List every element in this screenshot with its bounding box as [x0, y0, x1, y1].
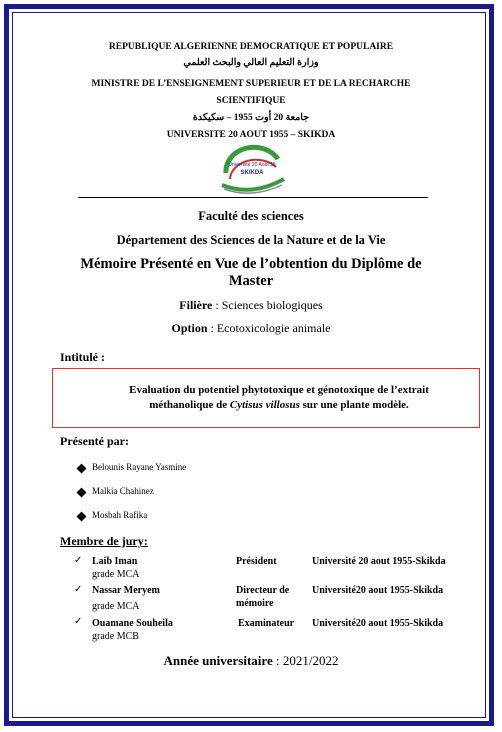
thesis-title — [53, 369, 479, 413]
thesis-title-line2-pre: méthanolique de — [149, 399, 230, 411]
university-arabic: جامعة 20 أوت 1955 – سكيكدة — [192, 113, 310, 123]
university-logo — [214, 139, 290, 196]
jury-3-grade: grade MCB — [92, 631, 139, 642]
author-2: Malkia Chahinez — [92, 486, 154, 496]
jury-1-grade: grade MCA — [92, 569, 140, 580]
department: Département des Sciences de la Nature et de la Vie — [116, 233, 386, 247]
filiere — [0, 298, 502, 313]
option-value: : Ecotoxicologie animale — [207, 321, 331, 335]
jury-2-university: Université20 aout 1955-Skikda — [312, 585, 444, 596]
check-icon: ✓ — [74, 555, 83, 566]
jury-3-role: Examinateur — [238, 618, 295, 629]
author-1: Belounis Rayane Yasmine — [92, 462, 187, 472]
republic-heading: REPUBLIQUE ALGERIENNE DEMOCRATIQUE ET POPULAIRE — [108, 42, 394, 52]
thesis-title-box — [52, 368, 480, 428]
option — [0, 321, 502, 336]
jury-label: Membre de jury: — [60, 534, 148, 548]
check-icon: ✓ — [74, 584, 83, 595]
jury-2-role-line1: Directeur de — [236, 585, 290, 596]
academic-year-value: : 2021/2022 — [272, 653, 339, 668]
jury-3-university: Université20 aout 1955-Skikda — [312, 618, 444, 629]
memoire-title-line1: Mémoire Présenté en Vue de l’obtention du Diplôme de — [80, 256, 422, 272]
jury-2-grade: grade MCA — [92, 601, 140, 612]
author-3: Mosbah Rafika — [92, 510, 148, 520]
ministry-arabic: وزارة التعليم العالي والبحث العلمي — [183, 58, 319, 68]
thesis-title-line1: Evaluation du potentiel phytotoxique et génotoxique de l’extrait — [129, 384, 429, 396]
academic-year — [0, 653, 502, 669]
jury-1-university: Université 20 aout 1955-Skikda — [312, 556, 446, 567]
faculty: Faculté des sciences — [198, 209, 304, 223]
ministry-line1: MINISTRE DE L’ENSEIGNEMENT SUPERIEUR ET DE LA RECHARCHE — [91, 79, 411, 89]
thesis-title-species: Cytisus villosus — [229, 399, 300, 411]
jury-3-name: Ouamane Souheila — [92, 618, 173, 629]
jury-2-role-line2: mémoire — [236, 598, 274, 609]
university-name: UNIVERSITE 20 AOUT 1955 – SKIKDA — [166, 130, 336, 140]
logo-text-2: SKIKDA — [240, 170, 264, 176]
header-divider — [78, 197, 428, 198]
check-icon: ✓ — [74, 616, 83, 627]
filiere-label: Filière — [179, 298, 213, 312]
option-label: Option — [171, 321, 208, 335]
academic-year-label: Année universitaire — [163, 653, 273, 668]
jury-1-name: Laib Iman — [92, 556, 138, 567]
presente-label: Présenté par: — [60, 434, 129, 448]
thesis-title-line2-post: sur une plante modèle. — [299, 399, 409, 411]
filiere-value: : Sciences biologiques — [212, 298, 323, 312]
ministry-line2: SCIENTIFIQUE — [216, 96, 286, 106]
logo-text-1: Université 20 Août 55 — [228, 162, 276, 168]
jury-1-role: Président — [236, 556, 277, 567]
intitule-label: Intitulé : — [60, 350, 105, 364]
jury-2-name: Nassar Meryem — [92, 585, 160, 596]
memoire-title-line2: Master — [228, 273, 274, 289]
